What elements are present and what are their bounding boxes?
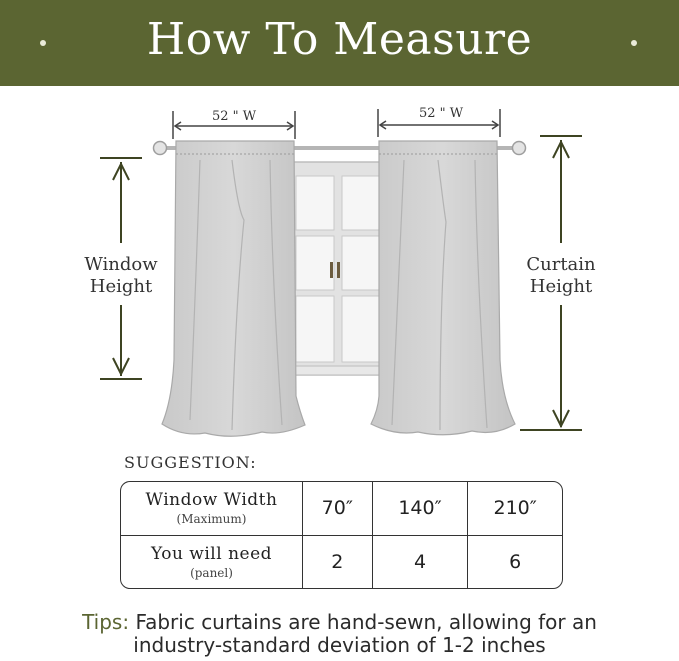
window-frame xyxy=(286,162,390,375)
curtain-height-label xyxy=(506,254,616,298)
banner-dot-right xyxy=(631,40,637,46)
right-curtain-panel xyxy=(371,141,515,435)
table-row xyxy=(121,536,562,588)
tips-note xyxy=(0,611,679,657)
page-title: How To Measure xyxy=(146,14,533,65)
panel-cell-2: 4 xyxy=(373,536,469,588)
suggestion-heading: SUGGESTION: xyxy=(124,453,257,472)
tips-line2: industry-standard deviation of 1-2 inches xyxy=(133,633,546,657)
tips-line1: Fabric curtains are hand-sewn, allowing for an xyxy=(135,610,597,634)
title-banner xyxy=(0,0,679,86)
window-height-line1: Window xyxy=(84,254,158,275)
window-height-line2: Height xyxy=(89,276,153,297)
suggestion-table xyxy=(120,481,563,589)
window-height-label xyxy=(66,254,176,298)
panels-sublabel: (panel) xyxy=(190,565,233,580)
window-width-sublabel: (Maximum) xyxy=(176,512,247,527)
panel-cell-1: 2 xyxy=(303,536,373,588)
right-width-label: 52 " W xyxy=(419,106,464,121)
tips-label: Tips: xyxy=(82,610,130,634)
panels-label: You will need xyxy=(150,543,273,564)
table-row xyxy=(121,482,562,536)
width-cell-3: 210″ xyxy=(468,482,562,536)
width-cell-1: 70″ xyxy=(303,482,373,536)
curtain-height-line1: Curtain xyxy=(526,254,596,275)
panel-cell-3: 6 xyxy=(509,550,522,573)
width-cell-2: 140″ xyxy=(373,482,469,536)
left-curtain-panel xyxy=(162,141,305,436)
window-width-label: Window Width xyxy=(145,490,278,511)
row-header-window-width xyxy=(121,482,303,536)
row-header-panels xyxy=(121,536,303,588)
curtain-height-line2: Height xyxy=(529,276,593,297)
left-width-label: 52 " W xyxy=(212,109,257,124)
